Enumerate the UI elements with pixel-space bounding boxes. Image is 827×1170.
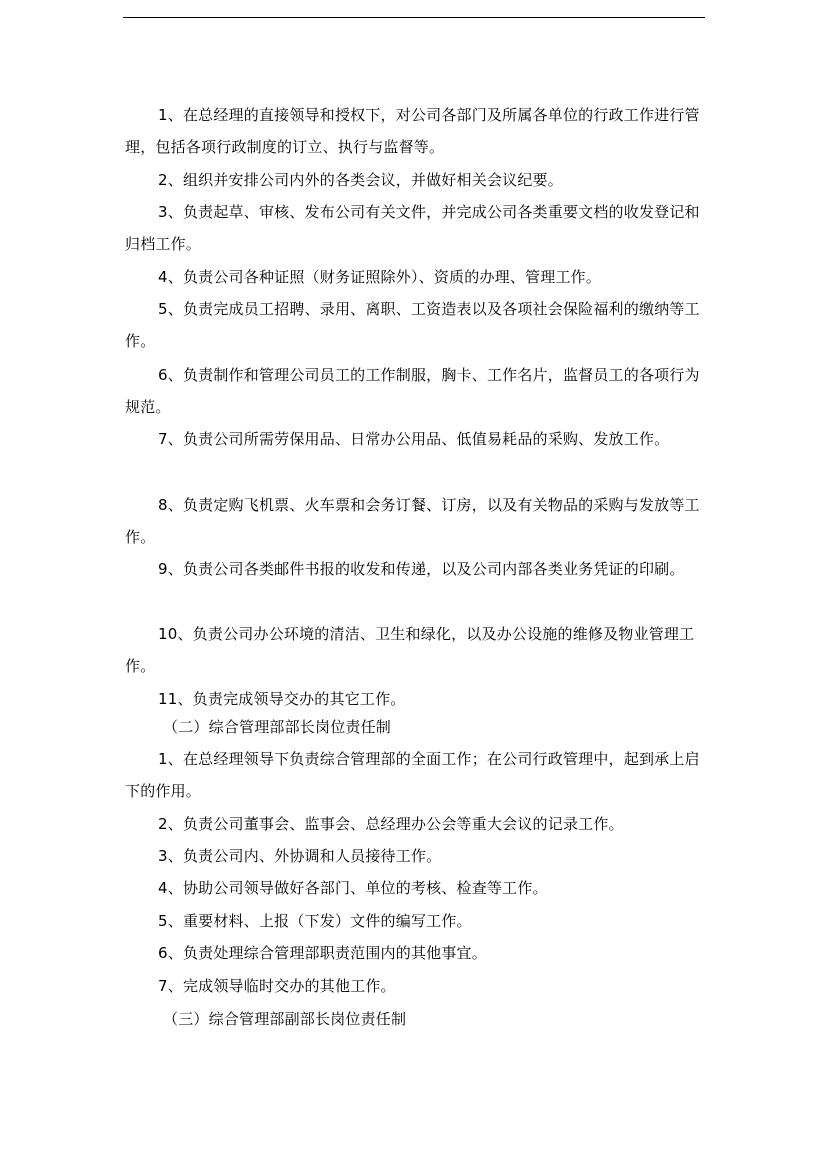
paragraph-item-11: 11、负责完成领导交办的其它工作。: [158, 690, 406, 708]
section-heading-2: （二）综合管理部部长岗位责任制: [163, 718, 392, 736]
paragraph-item-1: 1、在总经理的直接领导和授权下，对公司各部门及所属各单位的行政工作进行管理，包括各项行政制度的订立、执行与监督等。: [125, 106, 700, 156]
section-2-item-4: 4、协助公司领导做好各部门、单位的考核、检查等工作。: [158, 879, 548, 897]
section-heading-3: （三）综合管理部副部长岗位责任制: [163, 1010, 407, 1028]
section-2-item-3: 3、负责公司内、外协调和人员接待工作。: [158, 847, 442, 865]
paragraph-item-5: 5、负责完成员工招聘、录用、离职、工资造表以及各项社会保险福利的缴纳等工作。: [125, 300, 700, 350]
paragraph-item-6: 6、负责制作和管理公司员工的工作制服，胸卡、工作名片，监督员工的各项行为规范。: [125, 366, 700, 416]
section-2-item-6: 6、负责处理综合管理部职责范围内的其他事宜。: [158, 944, 487, 962]
paragraph-item-7: 7、负责公司所需劳保用品、日常办公用品、低值易耗品的采购、发放工作。: [158, 430, 670, 448]
section-2-item-2: 2、负责公司董事会、监事会、总经理办公会等重大会议的记录工作。: [158, 815, 624, 833]
section-2-item-7: 7、完成领导临时交办的其他工作。: [158, 977, 396, 995]
paragraph-item-3: 3、负责起草、审核、发布公司有关文件，并完成公司各类重要文档的收发登记和归档工作。: [125, 203, 700, 253]
section-2-item-5: 5、重要材料、上报（下发）文件的编写工作。: [158, 912, 472, 930]
paragraph-item-8: 8、负责定购飞机票、火车票和会务订餐、订房，以及有关物品的采购与发放等工作。: [125, 496, 700, 546]
section-2-item-1: 1、在总经理领导下负责综合管理部的全面工作；在公司行政管理中，起到承上启下的作用。: [125, 750, 700, 800]
paragraph-item-2: 2、组织并安排公司内外的各类会议，并做好相关会议纪要。: [158, 171, 563, 189]
header-rule: [123, 17, 705, 18]
paragraph-item-10: 10、负责公司办公环境的清洁、卫生和绿化，以及办公设施的维修及物业管理工作。: [125, 625, 695, 675]
paragraph-item-4: 4、负责公司各种证照（财务证照除外）、资质的办理、管理工作。: [158, 268, 602, 286]
paragraph-item-9: 9、负责公司各类邮件书报的收发和传递，以及公司内部各类业务凭证的印刷。: [158, 560, 685, 578]
